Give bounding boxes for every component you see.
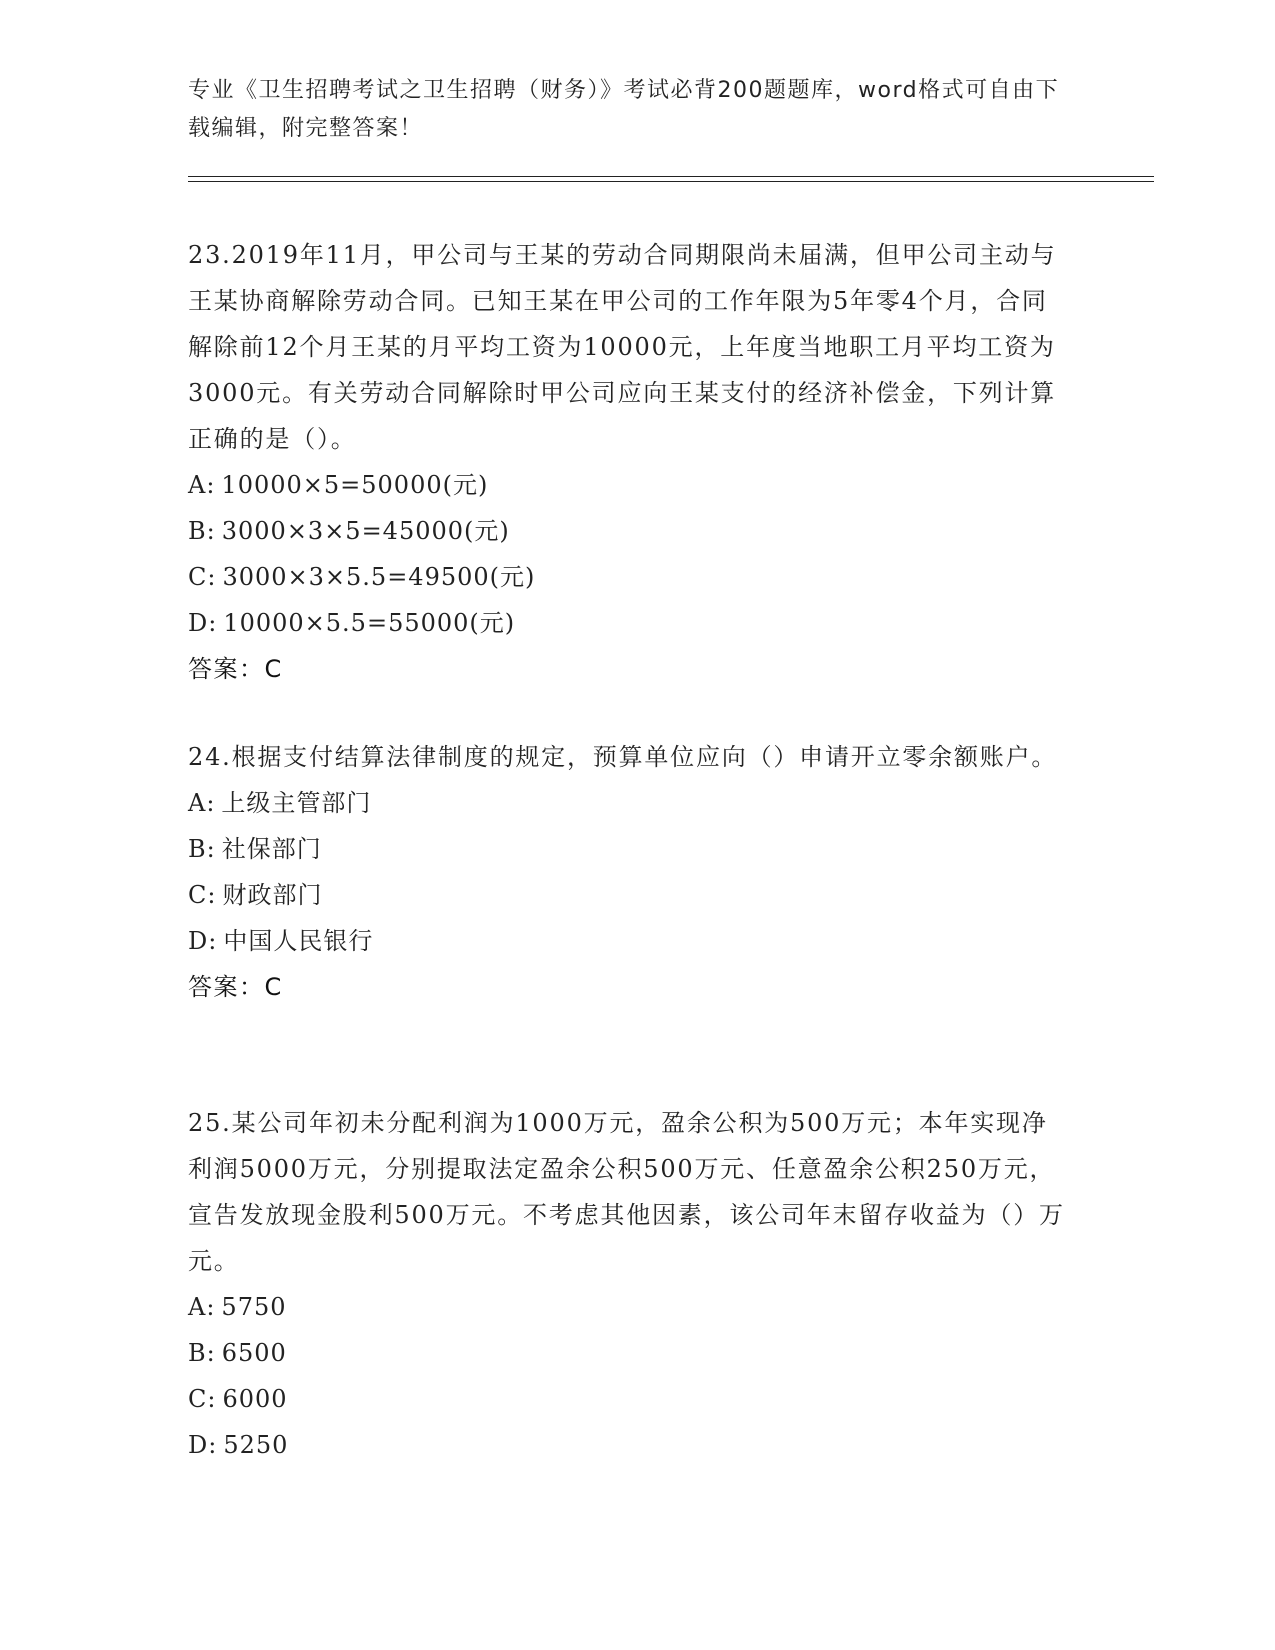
option-d bbox=[188, 918, 1068, 964]
option-text: 6500 bbox=[221, 1339, 287, 1367]
answer-line: 答案：C bbox=[188, 973, 283, 1001]
question-stem: 24.根据支付结算法律制度的规定，预算单位应向（）申请开立零余额账户。 bbox=[188, 743, 1058, 771]
question-stem: 23.2019年11月，甲公司与王某的劳动合同期限尚未届满，但甲公司主动与王某协商解除劳动合同。已知王某在甲公司的工作年限为5年零4个月，合同解除前12个月王某的月平均工资为10000元，上年度当地职工月平均工资为3000元。有关劳动合同解除时甲公司应向王某支付的经济补偿金，下列计算正确的是（）。 bbox=[188, 241, 1057, 453]
option-a bbox=[188, 780, 1068, 826]
question-24 bbox=[188, 734, 1068, 1010]
option-a bbox=[188, 462, 1068, 508]
option-a bbox=[188, 1284, 1068, 1330]
option-letter: D: bbox=[188, 1431, 218, 1459]
option-letter: C: bbox=[188, 881, 217, 909]
option-text: 3000×3×5.5=49500(元) bbox=[222, 563, 536, 591]
option-text: 上级主管部门 bbox=[221, 789, 372, 817]
option-b bbox=[188, 508, 1068, 554]
option-letter: A: bbox=[188, 789, 216, 817]
option-letter: D: bbox=[188, 927, 218, 955]
question-25 bbox=[188, 1100, 1068, 1468]
option-list bbox=[188, 462, 1068, 646]
option-text: 3000×3×5=45000(元) bbox=[221, 517, 510, 545]
option-letter: B: bbox=[188, 1339, 216, 1367]
option-d bbox=[188, 600, 1068, 646]
option-text: 10000×5=50000(元) bbox=[221, 471, 489, 499]
question-23 bbox=[188, 232, 1068, 692]
option-letter: D: bbox=[188, 609, 218, 637]
header-divider-top bbox=[188, 176, 1154, 177]
option-text: 财政部门 bbox=[222, 881, 323, 909]
option-c bbox=[188, 1376, 1068, 1422]
option-list bbox=[188, 780, 1068, 964]
option-d bbox=[188, 1422, 1068, 1468]
answer-line: 答案：C bbox=[188, 655, 283, 683]
option-letter: A: bbox=[188, 1293, 216, 1321]
option-letter: B: bbox=[188, 517, 216, 545]
option-text: 社保部门 bbox=[221, 835, 322, 863]
document-header: 专业《卫生招聘考试之卫生招聘（财务）》考试必背200题题库，word格式可自由下载编辑，附完整答案！ bbox=[188, 78, 1060, 141]
option-b bbox=[188, 1330, 1068, 1376]
option-list bbox=[188, 1284, 1068, 1468]
option-letter: A: bbox=[188, 471, 216, 499]
option-text: 6000 bbox=[222, 1385, 288, 1413]
option-text: 5250 bbox=[223, 1431, 289, 1459]
header-divider-bottom bbox=[188, 181, 1154, 182]
option-c bbox=[188, 554, 1068, 600]
question-stem: 25.某公司年初未分配利润为1000万元，盈余公积为500万元；本年实现净利润5000万元，分别提取法定盈余公积500万元、任意盈余公积250万元，宣告发放现金股利500万元。不考虑其他因素，该公司年末留存收益为（）万元。 bbox=[188, 1109, 1065, 1275]
option-text: 10000×5.5=55000(元) bbox=[223, 609, 516, 637]
option-c bbox=[188, 872, 1068, 918]
option-b bbox=[188, 826, 1068, 872]
option-letter: C: bbox=[188, 563, 217, 591]
option-text: 5750 bbox=[221, 1293, 287, 1321]
option-letter: B: bbox=[188, 835, 216, 863]
option-text: 中国人民银行 bbox=[223, 927, 374, 955]
option-letter: C: bbox=[188, 1385, 217, 1413]
